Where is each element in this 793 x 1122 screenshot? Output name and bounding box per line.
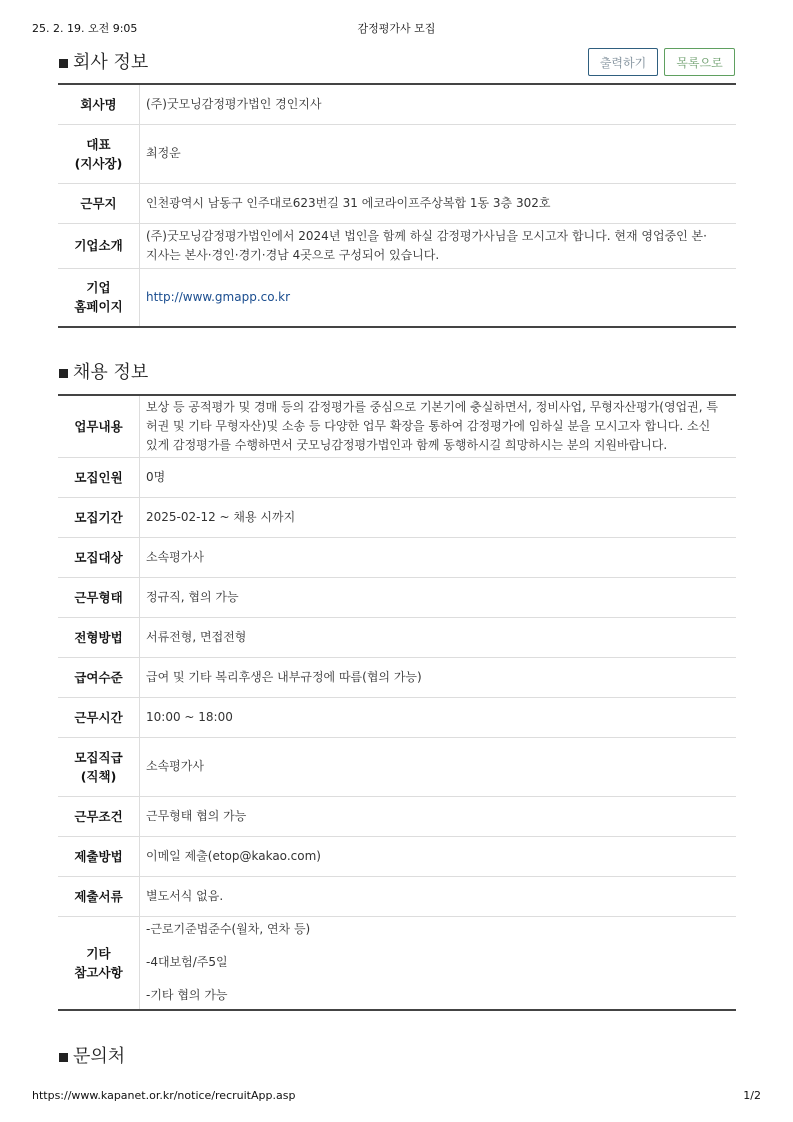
row-label: 모집기간: [58, 497, 140, 537]
print-date: 25. 2. 19. 오전 9:05: [32, 22, 138, 35]
recruit-info-table: [58, 394, 736, 1011]
homepage-value: [140, 268, 737, 327]
company-intro-value: (주)굿모닝감정평가법인에서 2024년 법인을 함께 하실 감정평가사님을 모시고자 합니다. 현재 영업중인 본· 지사는 본사·경인·경기·경남 4곳으로 구성되어 있습니다.: [140, 223, 737, 268]
table-row: [58, 124, 736, 183]
table-row: [58, 537, 736, 577]
row-label: 제출서류: [58, 876, 140, 916]
row-label: 대표 (지사장): [58, 124, 140, 183]
section-bullet-icon: [59, 1053, 68, 1062]
row-label: 모집직급 (직책): [58, 737, 140, 796]
company-name-value: (주)굿모닝감정평가법인 경인지사: [140, 84, 737, 124]
print-header: [32, 20, 761, 36]
row-label: 급여수준: [58, 657, 140, 697]
company-info-table: [58, 83, 736, 328]
row-label: 근무지: [58, 183, 140, 223]
table-row: [58, 395, 736, 457]
row-label: 기업소개: [58, 223, 140, 268]
job-description-value: 보상 등 공적평가 및 경매 등의 감정평가를 중심으로 기본기에 충실하면서, 정비사업, 무형자산평가(영업권, 특 허권 및 기타 무형자산)및 소송 등 다양한 업무 확장을 통하여 감정평가에 임하실 분을 모시고자 합니다. 소신 있게 감정평가를 수행하면서 굿모닝감정평가법인과 함께 동행하시길 희망하시는 분의 지원바랍니다.: [140, 395, 737, 457]
table-row: [58, 836, 736, 876]
contact-section-title: 문의처: [73, 1046, 126, 1067]
print-button[interactable]: 출력하기: [588, 48, 658, 76]
company-section-title: 회사 정보: [73, 52, 149, 73]
row-label: 근무시간: [58, 697, 140, 737]
table-row: [58, 657, 736, 697]
table-row: [58, 916, 736, 1010]
selection-method-value: 서류전형, 면접전형: [140, 617, 737, 657]
row-label: 기타 참고사항: [58, 916, 140, 1010]
table-row: [58, 737, 736, 796]
ceo-value: 최정운: [140, 124, 737, 183]
row-label: 모집대상: [58, 537, 140, 577]
row-label: 업무내용: [58, 395, 140, 457]
recruit-section-header: [58, 356, 735, 390]
table-row: [58, 268, 736, 327]
documents-value: 별도서식 없음.: [140, 876, 737, 916]
row-label: 제출방법: [58, 836, 140, 876]
conditions-value: 근무형태 협의 가능: [140, 796, 737, 836]
contact-section-header: [58, 1042, 735, 1076]
table-row: [58, 84, 736, 124]
table-row: [58, 796, 736, 836]
salary-value: 급여 및 기타 복리후생은 내부규정에 따름(협의 가능): [140, 657, 737, 697]
print-footer: [32, 1089, 761, 1105]
table-row: [58, 223, 736, 268]
print-url: https://www.kapanet.or.kr/notice/recruitApp.asp: [32, 1089, 296, 1102]
notes-value: -근로기준법준수(월차, 연차 등) -4대보험/주5일 -기타 협의 가능: [146, 922, 311, 1003]
row-label: 근무조건: [58, 796, 140, 836]
period-value: 2025-02-12 ~ 채용 시까지: [140, 497, 737, 537]
headcount-value: 0명: [140, 457, 737, 497]
employment-type-value: 정규직, 협의 가능: [140, 577, 737, 617]
row-label: 근무형태: [58, 577, 140, 617]
recruit-section-title: 채용 정보: [73, 362, 149, 383]
position-value: 소속평가사: [140, 737, 737, 796]
table-row: [58, 497, 736, 537]
list-button[interactable]: 목록으로: [664, 48, 735, 76]
row-label: 기업 홈페이지: [58, 268, 140, 327]
target-value: 소속평가사: [140, 537, 737, 577]
table-row: [58, 697, 736, 737]
section-bullet-icon: [59, 369, 68, 378]
table-row: [58, 876, 736, 916]
homepage-link[interactable]: http://www.gmapp.co.kr: [146, 289, 291, 304]
table-row: [58, 617, 736, 657]
table-row: [58, 577, 736, 617]
print-title: 감정평가사 모집: [357, 22, 436, 35]
work-hours-value: 10:00 ~ 18:00: [140, 697, 737, 737]
page-number: 1/2: [743, 1089, 761, 1102]
company-section-header: [58, 46, 735, 80]
table-row: [58, 457, 736, 497]
action-buttons: [582, 48, 735, 76]
section-bullet-icon: [59, 59, 68, 68]
work-location-value: 인천광역시 남동구 인주대로623번길 31 에코라이프주상복합 1동 3층 302호: [140, 183, 737, 223]
table-row: [58, 183, 736, 223]
submission-method-value: 이메일 제출(etop@kakao.com): [140, 836, 737, 876]
row-label: 모집인원: [58, 457, 140, 497]
row-label: 회사명: [58, 84, 140, 124]
row-label: 전형방법: [58, 617, 140, 657]
